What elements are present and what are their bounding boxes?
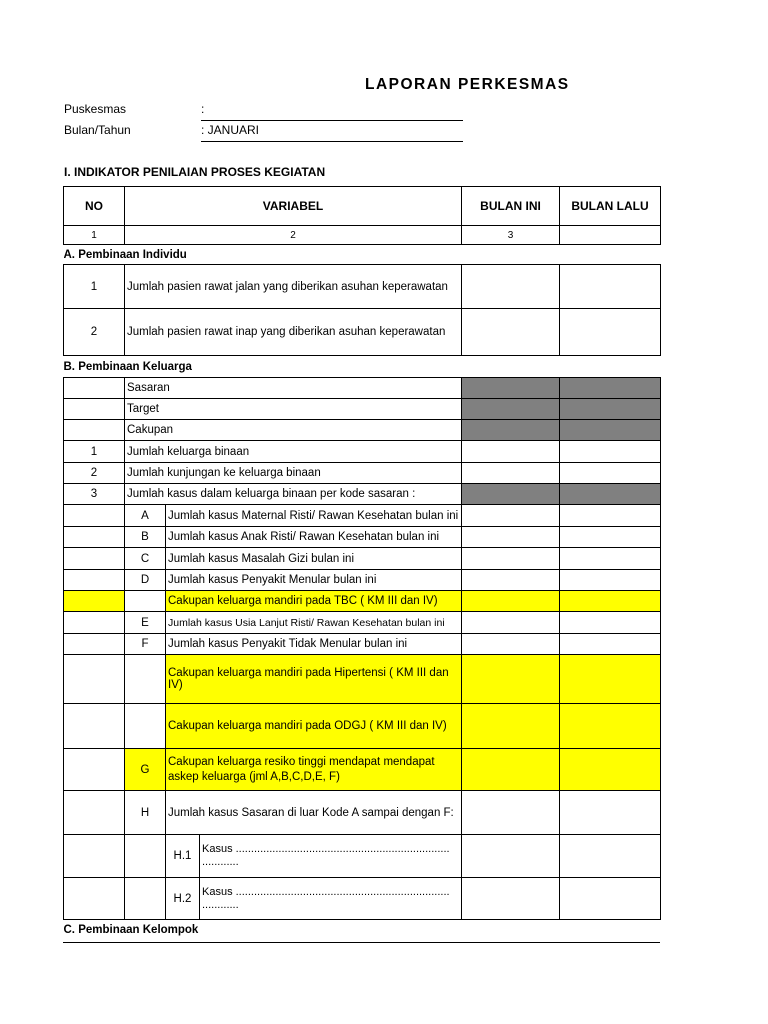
row-text: Jumlah kasus Maternal Risti/ Rawan Kesehatan bulan ini — [166, 505, 462, 527]
bulan-lalu-cell[interactable] — [560, 591, 661, 612]
kasus-line: Kasus ...................................................................... — [202, 885, 450, 898]
row-text: Cakupan keluarga mandiri pada TBC ( KM III dan IV) — [166, 591, 462, 612]
row-text: Jumlah kasus Usia Lanjut Risti/ Rawan Kesehatan bulan ini — [166, 612, 462, 634]
header-row — [64, 187, 661, 226]
bulan-lalu-cell[interactable] — [560, 265, 661, 309]
empty-cell — [125, 835, 166, 878]
bulan-ini-cell[interactable] — [462, 570, 560, 591]
kasus-line: ............ — [202, 898, 239, 911]
section-row — [64, 920, 661, 940]
empty-cell — [64, 420, 125, 441]
bulan-ini-cell[interactable] — [462, 265, 560, 309]
field-value-bulan-tahun: : JANUARI — [201, 123, 260, 137]
gray-cell — [462, 484, 560, 505]
sub-code: H.2 — [166, 878, 200, 920]
row-text — [200, 878, 462, 920]
table-row — [64, 527, 661, 548]
bulan-ini-cell[interactable] — [462, 527, 560, 548]
empty-cell — [125, 591, 166, 612]
bulan-ini-cell[interactable] — [462, 655, 560, 704]
empty-cell — [125, 655, 166, 704]
row-text: Target — [125, 399, 462, 420]
section-b-title: B. Pembinaan Keluarga — [64, 356, 661, 378]
bulan-ini-cell[interactable] — [462, 591, 560, 612]
bulan-lalu-cell[interactable] — [560, 612, 661, 634]
header-number: 1 — [64, 226, 125, 245]
row-no: 3 — [64, 484, 125, 505]
table-row — [64, 791, 661, 835]
row-text: Cakupan keluarga mandiri pada ODGJ ( KM III dan IV) — [166, 704, 462, 749]
header-number — [560, 226, 661, 245]
bulan-ini-cell[interactable] — [462, 878, 560, 920]
bulan-ini-cell[interactable] — [462, 749, 560, 791]
table-row — [64, 265, 661, 309]
bottom-divider — [63, 942, 660, 943]
section-c-title: C. Pembinaan Kelompok — [64, 920, 661, 940]
section-row — [64, 245, 661, 265]
sub-code: H.1 — [166, 835, 200, 878]
table-row — [64, 505, 661, 527]
table-row — [64, 704, 661, 749]
table-row — [64, 878, 661, 920]
empty-cell — [125, 878, 166, 920]
row-text: Cakupan keluarga resiko tinggi mendapat mendapat askep keluarga (jml A,B,C,D,E, F) — [166, 749, 462, 791]
bulan-ini-cell[interactable] — [462, 791, 560, 835]
bulan-lalu-cell[interactable] — [560, 309, 661, 356]
row-text: Jumlah pasien rawat jalan yang diberikan asuhan keperawatan — [125, 265, 462, 309]
report-title: LAPORAN PERKESMAS — [365, 76, 570, 93]
row-text: Cakupan — [125, 420, 462, 441]
bulan-lalu-cell[interactable] — [560, 704, 661, 749]
table-row — [64, 612, 661, 634]
bulan-lalu-cell[interactable] — [560, 548, 661, 570]
header-number: 3 — [462, 226, 560, 245]
table-row — [64, 309, 661, 356]
header-number-row — [64, 226, 661, 245]
gray-cell — [560, 484, 661, 505]
sub-code: G — [125, 749, 166, 791]
bulan-lalu-cell[interactable] — [560, 463, 661, 484]
empty-cell — [64, 878, 125, 920]
empty-cell — [64, 704, 125, 749]
sub-code: D — [125, 570, 166, 591]
empty-cell — [64, 527, 125, 548]
table-row — [64, 749, 661, 791]
row-text: Jumlah keluarga binaan — [125, 441, 462, 463]
field-label-puskesmas: Puskesmas — [64, 102, 127, 116]
empty-cell — [64, 378, 125, 399]
header-number: 2 — [125, 226, 462, 245]
table-row — [64, 420, 661, 441]
row-no: 2 — [64, 309, 125, 356]
section-row — [64, 356, 661, 378]
table-row — [64, 655, 661, 704]
bulan-ini-cell[interactable] — [462, 463, 560, 484]
bulan-lalu-cell[interactable] — [560, 835, 661, 878]
gray-cell — [462, 420, 560, 441]
report-table — [63, 186, 661, 940]
section-title: I. INDIKATOR PENILAIAN PROSES KEGIATAN — [64, 165, 326, 179]
table-row — [64, 548, 661, 570]
header-no: NO — [64, 187, 125, 226]
table-row — [64, 484, 661, 505]
empty-cell — [64, 548, 125, 570]
table-row — [64, 399, 661, 420]
bulan-ini-cell[interactable] — [462, 441, 560, 463]
empty-cell — [64, 570, 125, 591]
row-no: 1 — [64, 265, 125, 309]
bulan-lalu-cell[interactable] — [560, 878, 661, 920]
row-text: Sasaran — [125, 378, 462, 399]
bulan-lalu-cell[interactable] — [560, 791, 661, 835]
empty-cell — [64, 791, 125, 835]
section-a-title: A. Pembinaan Individu — [64, 245, 661, 265]
table-row — [64, 591, 661, 612]
row-text: Jumlah kasus Sasaran di luar Kode A sampai dengan F: — [166, 791, 462, 835]
empty-cell — [64, 634, 125, 655]
bulan-lalu-cell[interactable] — [560, 655, 661, 704]
bulan-ini-cell[interactable] — [462, 505, 560, 527]
row-text: Jumlah kunjungan ke keluarga binaan — [125, 463, 462, 484]
row-no: 2 — [64, 463, 125, 484]
empty-cell — [64, 835, 125, 878]
bulan-lalu-cell[interactable] — [560, 441, 661, 463]
bulan-ini-cell[interactable] — [462, 835, 560, 878]
table-row — [64, 835, 661, 878]
gray-cell — [560, 420, 661, 441]
row-text: Jumlah kasus dalam keluarga binaan per kode sasaran : — [125, 484, 462, 505]
sub-code: A — [125, 505, 166, 527]
row-text: Jumlah kasus Masalah Gizi bulan ini — [166, 548, 462, 570]
gray-cell — [462, 399, 560, 420]
header-bulan-lalu: BULAN LALU — [560, 187, 661, 226]
sub-code: F — [125, 634, 166, 655]
row-no: 1 — [64, 441, 125, 463]
table-row — [64, 441, 661, 463]
gray-cell — [462, 378, 560, 399]
empty-cell — [125, 704, 166, 749]
bulan-lalu-cell[interactable] — [560, 570, 661, 591]
row-text: Jumlah kasus Penyakit Tidak Menular bulan ini — [166, 634, 462, 655]
sub-code: H — [125, 791, 166, 835]
table-row — [64, 463, 661, 484]
header-variabel: VARIABEL — [125, 187, 462, 226]
gray-cell — [560, 378, 661, 399]
field-label-bulan-tahun: Bulan/Tahun — [64, 123, 131, 137]
field-value-puskesmas: : — [201, 102, 205, 116]
row-text: Cakupan keluarga mandiri pada Hipertensi ( KM III dan IV) — [166, 655, 462, 704]
bulan-lalu-cell[interactable] — [560, 505, 661, 527]
field-underline — [201, 141, 463, 142]
empty-cell — [64, 399, 125, 420]
kasus-line: Kasus ...................................................................... — [202, 843, 450, 855]
bulan-lalu-cell[interactable] — [560, 634, 661, 655]
yellow-cell — [64, 591, 125, 612]
table-row — [64, 378, 661, 399]
empty-cell — [64, 655, 125, 704]
bulan-lalu-cell[interactable] — [560, 527, 661, 548]
kasus-line: ............ — [202, 856, 239, 868]
table-row — [64, 570, 661, 591]
bulan-ini-cell[interactable] — [462, 309, 560, 356]
empty-cell — [64, 612, 125, 634]
sub-code: E — [125, 612, 166, 634]
gray-cell — [560, 399, 661, 420]
bulan-ini-cell[interactable] — [462, 634, 560, 655]
sub-code: B — [125, 527, 166, 548]
row-text: Jumlah kasus Penyakit Menular bulan ini — [166, 570, 462, 591]
bulan-ini-cell[interactable] — [462, 704, 560, 749]
table-row — [64, 634, 661, 655]
row-text — [200, 835, 462, 878]
bulan-ini-cell[interactable] — [462, 548, 560, 570]
sub-code: C — [125, 548, 166, 570]
row-text: Jumlah pasien rawat inap yang diberikan asuhan keperawatan — [125, 309, 462, 356]
row-text: Jumlah kasus Anak Risti/ Rawan Kesehatan bulan ini — [166, 527, 462, 548]
empty-cell — [64, 749, 125, 791]
empty-cell — [64, 505, 125, 527]
bulan-lalu-cell[interactable] — [560, 749, 661, 791]
bulan-ini-cell[interactable] — [462, 612, 560, 634]
field-underline — [201, 120, 463, 121]
header-bulan-ini: BULAN INI — [462, 187, 560, 226]
